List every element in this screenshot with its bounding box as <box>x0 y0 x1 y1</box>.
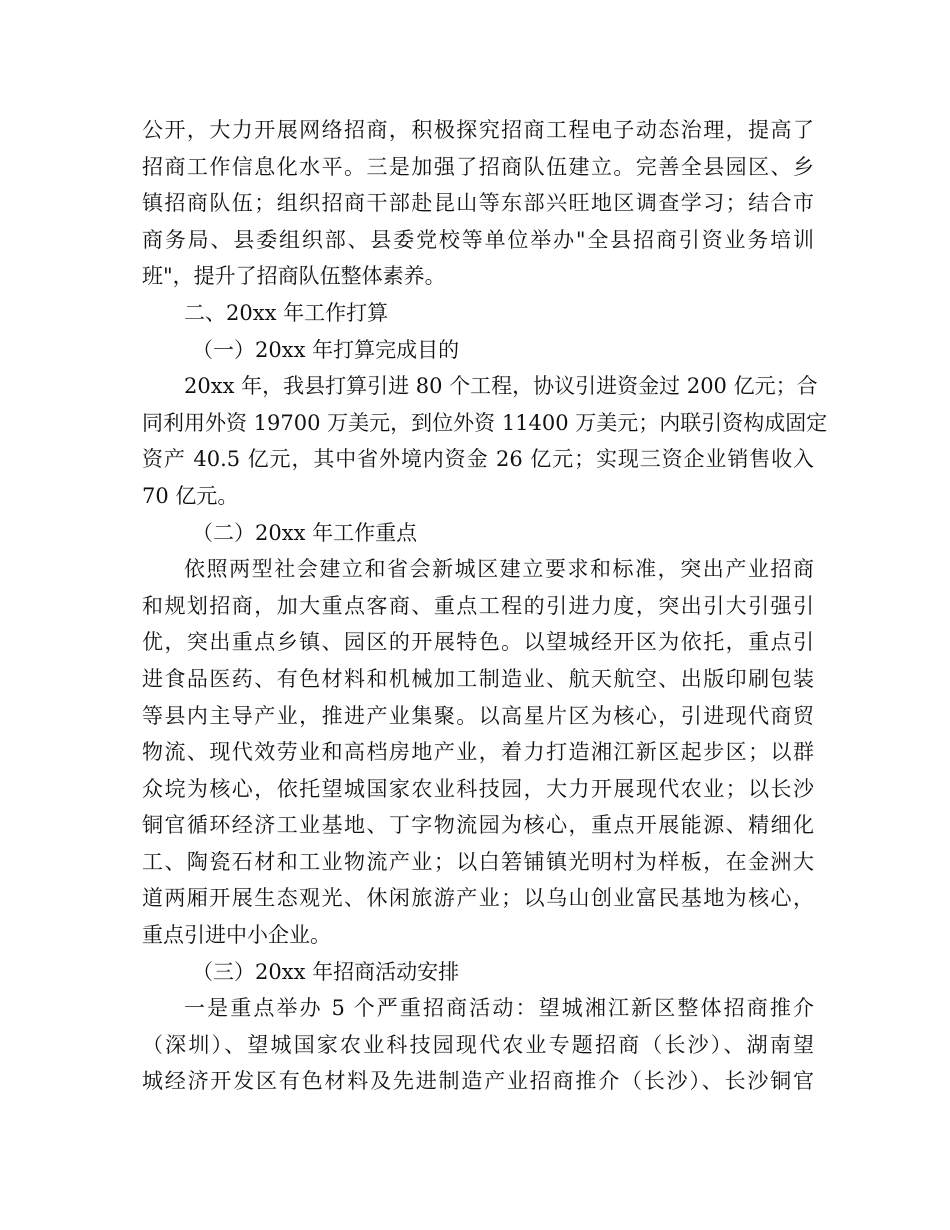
text-line: 资产 40.5 亿元，其中省外境内资金 26 亿元；实现三资企业销售收入 <box>142 447 814 472</box>
text-line: 城经济开发区有色材料及先进制造产业招商推介（长沙）、长沙铜官 <box>142 1069 814 1094</box>
text-line: 商务局、县委组织部、县委党校等单位举办"全县招商引资业务培训 <box>142 227 814 252</box>
text-line: 等县内主导产业，推进产业集聚。以高星片区为核心，引进现代商贸 <box>142 703 814 728</box>
paragraph-first-line: 一是重点举办 5 个严重招商活动：望城湘江新区整体招商推介 <box>184 996 814 1021</box>
text-line: 和规划招商，加大重点客商、重点工程的引进力度，突出引大引强引 <box>142 593 814 618</box>
text-line: （深圳）、望城国家农业科技园现代农业专题招商（长沙）、湖南望 <box>142 1032 814 1057</box>
text-line: 公开，大力开展网络招商，积极探究招商工程电子动态治理，提高了 <box>142 118 814 142</box>
text-line: 道两厢开展生态观光、休闲旅游产业；以乌山创业富民基地为核心， <box>142 886 814 911</box>
text-line: 进食品医药、有色材料和机械加工制造业、航天航空、出版印刷包装 <box>142 666 814 691</box>
text-line: 物流、现代效劳业和高档房地产业，着力打造湘江新区起步区；以群 <box>142 740 814 765</box>
subsection-heading: （二）20xx 年工作重点 <box>192 520 418 545</box>
text-line: 同利用外资 19700 万美元，到位外资 11400 万美元；内联引资构成固定 <box>142 410 828 435</box>
text-line: 铜官循环经济工业基地、丁字物流园为核心，重点开展能源、精细化 <box>142 813 814 838</box>
text-line: 众垸为核心，依托望城国家农业科技园，大力开展现代农业；以长沙 <box>142 776 814 801</box>
document-body <box>142 112 828 1100</box>
paragraph-first-line: 20xx 年，我县打算引进 80 个工程，协议引进资金过 200 亿元；合 <box>184 374 818 399</box>
paragraph-first-line: 依照两型社会建立和省会新城区建立要求和标准，突出产业招商 <box>184 557 814 582</box>
text-line: 70 亿元。 <box>142 483 239 508</box>
text-line: 工、陶瓷石材和工业物流产业；以白箬铺镇光明村为样板，在金洲大 <box>142 849 814 874</box>
text-line: 班"，提升了招商队伍整体素养。 <box>142 264 446 289</box>
text-line: 优，突出重点乡镇、园区的开展特色。以望城经开区为依托，重点引 <box>142 630 814 655</box>
subsection-heading: （一）20xx 年打算完成目的 <box>192 337 460 362</box>
section-heading: 二、20xx 年工作打算 <box>184 300 389 325</box>
text-line: 镇招商队伍；组织招商干部赴昆山等东部兴旺地区调查学习；结合市 <box>142 191 814 216</box>
subsection-heading: （三）20xx 年招商活动安排 <box>192 959 460 984</box>
text-line: 招商工作信息化水平。三是加强了招商队伍建立。完善全县园区、乡 <box>142 154 814 179</box>
text-line: 重点引进中小企业。 <box>142 923 331 948</box>
